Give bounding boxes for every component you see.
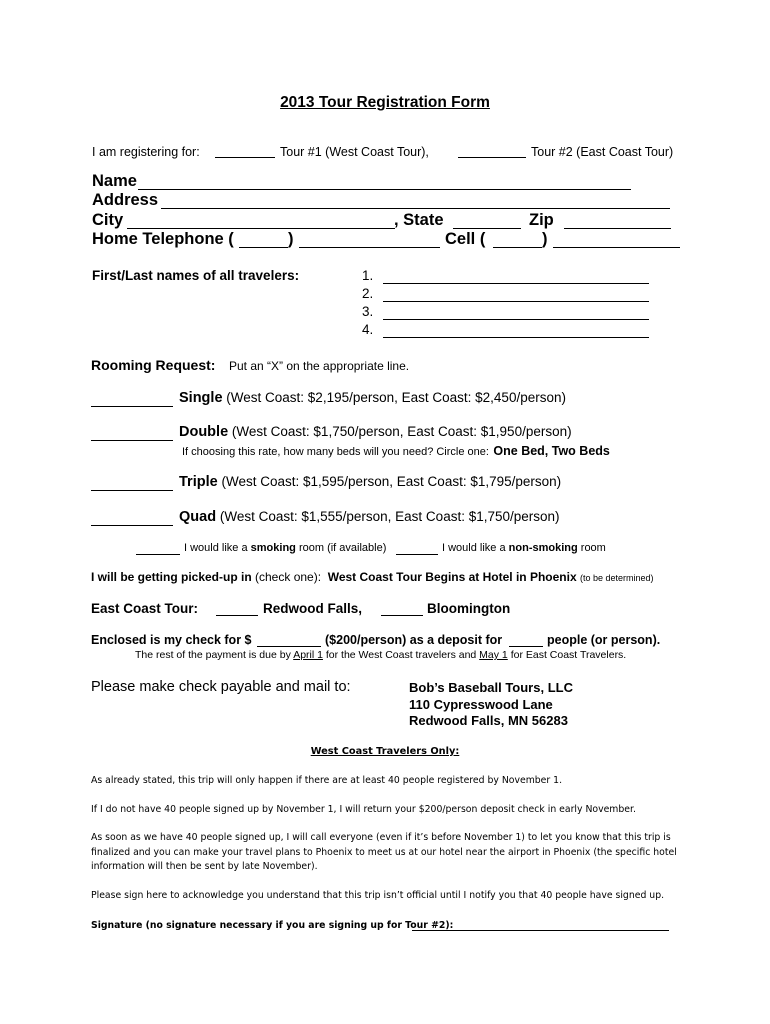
west-coast-heading: West Coast Travelers Only: <box>310 746 460 757</box>
name-label: Name <box>92 172 137 190</box>
traveler-number-3: 3. <box>362 304 374 319</box>
quad-prices: (West Coast: $1,555/person, East Coast: $1,750/person) <box>219 509 560 524</box>
bloomington-blank[interactable] <box>381 603 423 616</box>
double-note-text: If choosing this rate, how many beds will you need? Circle one: <box>182 446 489 458</box>
nonsmoking-blank[interactable] <box>396 543 438 555</box>
city-field[interactable] <box>127 212 395 229</box>
deposit-part3: people (or person). <box>547 633 661 647</box>
traveler-number-1: 1. <box>362 268 374 283</box>
cell-phone-field[interactable] <box>553 231 680 248</box>
bloomington-option: Bloomington <box>427 601 511 616</box>
mail-line-3: Redwood Falls, MN 56283 <box>409 713 568 728</box>
people-count-field[interactable] <box>509 634 543 647</box>
nonsmoking-option <box>442 542 606 554</box>
triple-prices: (West Coast: $1,595/person, East Coast: $1,795/person) <box>221 474 562 489</box>
name-field[interactable] <box>138 173 631 190</box>
pickup-west-coast: West Coast Tour Begins at Hotel in Phoenix <box>327 570 577 584</box>
payment-due-note <box>135 649 626 661</box>
mail-line-2: 110 Cypresswood Lane <box>409 697 553 712</box>
travelers-label: First/Last names of all travelers: <box>92 268 300 283</box>
traveler-field-2[interactable] <box>383 288 649 302</box>
single-name: Single <box>179 390 223 406</box>
deposit-amount-field[interactable] <box>257 634 321 647</box>
signature-label: Signature (no signature necessary if you are signing up for Tour #2): <box>91 920 454 931</box>
due-date-2: May 1 <box>479 649 508 661</box>
zip-field[interactable] <box>564 212 671 229</box>
cell-label: Cell ( <box>445 230 486 248</box>
home-paren-close: ) <box>288 230 294 248</box>
west-paragraph-3b: finalized and you can make your travel plans to Phoenix to meet us at our hotel near the airport in Phoenix (the specific hotel <box>91 847 677 858</box>
registering-label: I am registering for: <box>92 145 200 159</box>
west-paragraph-3a: As soon as we have 40 people signed up, I will call everyone (even if it’s before November 1) to let you know that this trip is <box>91 832 671 843</box>
redwood-falls-blank[interactable] <box>216 603 258 616</box>
west-paragraph-2: If I do not have 40 people signed up by November 1, I will return your $200/person deposit check in early November. <box>91 804 636 815</box>
double-bed-choice[interactable]: One Bed, Two Beds <box>493 444 610 458</box>
signature-field[interactable] <box>412 919 669 931</box>
mail-label: Please make check payable and mail to: <box>91 679 351 695</box>
quad-name: Quad <box>179 509 217 525</box>
address-label: Address <box>92 191 159 209</box>
west-paragraph-1: As already stated, this trip will only happen if there are at least 40 people registered by November 1. <box>91 775 563 786</box>
smoking-word: smoking <box>250 542 296 554</box>
double-prices: (West Coast: $1,750/person, East Coast: $1,950/person) <box>231 424 572 439</box>
traveler-number-2: 2. <box>362 286 374 301</box>
home-phone-label: Home Telephone ( <box>92 230 234 248</box>
traveler-field-1[interactable] <box>383 270 649 284</box>
triple-name: Triple <box>179 474 218 490</box>
single-prices: (West Coast: $2,195/person, East Coast: $2,450/person) <box>226 390 566 405</box>
quad-option <box>179 509 560 525</box>
nonsmoking-post: room <box>580 542 606 554</box>
smoking-option <box>184 542 386 554</box>
home-area-code-field[interactable] <box>239 231 288 248</box>
deposit-part1: Enclosed is my check for $ <box>91 633 252 647</box>
deposit-part2: ($200/person) as a deposit for <box>325 633 503 647</box>
cell-area-code-field[interactable] <box>493 231 542 248</box>
tour2-blank[interactable] <box>458 146 526 158</box>
traveler-field-3[interactable] <box>383 306 649 320</box>
traveler-number-4: 4. <box>362 322 374 337</box>
single-option <box>179 390 566 406</box>
cell-paren-close: ) <box>542 230 548 248</box>
tour1-label: Tour #1 (West Coast Tour), <box>280 145 429 159</box>
pickup-line <box>91 570 654 584</box>
state-label: , State <box>394 211 444 229</box>
due-text-1: The rest of the payment is due by <box>135 649 291 661</box>
zip-label: Zip <box>529 211 554 229</box>
pickup-label: I will be getting picked-up in <box>91 570 252 584</box>
due-date-1: April 1 <box>293 649 323 661</box>
rooming-label: Rooming Request: <box>91 357 216 373</box>
double-blank[interactable] <box>91 426 173 441</box>
single-blank[interactable] <box>91 392 173 407</box>
due-text-3: for East Coast Travelers. <box>510 649 627 661</box>
smoking-blank[interactable] <box>136 543 180 555</box>
triple-blank[interactable] <box>91 476 173 491</box>
redwood-falls-option: Redwood Falls, <box>263 601 363 616</box>
tour1-blank[interactable] <box>215 146 275 158</box>
west-paragraph-4: Please sign here to acknowledge you understand that this trip isn’t official until I notify you that 40 people have signed up. <box>91 890 665 901</box>
rooming-instruction: Put an “X” on the appropriate line. <box>229 359 410 373</box>
double-note <box>182 442 610 460</box>
due-text-2: for the West Coast travelers and <box>325 649 477 661</box>
east-coast-label: East Coast Tour: <box>91 601 199 616</box>
double-option <box>179 424 572 440</box>
nonsmoking-pre: I would like a <box>442 542 506 554</box>
smoking-pre: I would like a <box>184 542 248 554</box>
state-field[interactable] <box>453 212 521 229</box>
smoking-post: room (if available) <box>298 542 387 554</box>
city-label: City <box>92 211 124 229</box>
quad-blank[interactable] <box>91 511 173 526</box>
double-name: Double <box>179 424 229 440</box>
mail-line-1: Bob’s Baseball Tours, LLC <box>409 680 573 695</box>
pickup-tbd: (to be determined) <box>579 573 654 583</box>
triple-option <box>179 474 561 490</box>
tour2-label: Tour #2 (East Coast Tour) <box>531 145 674 159</box>
home-phone-field[interactable] <box>299 231 440 248</box>
address-field[interactable] <box>161 192 670 209</box>
page-title: 2013 Tour Registration Form <box>280 94 490 111</box>
west-paragraph-3c: information will then be sent by late November). <box>91 861 318 872</box>
pickup-check: (check one): <box>255 570 322 584</box>
nonsmoking-word: non-smoking <box>508 542 578 554</box>
traveler-field-4[interactable] <box>383 324 649 338</box>
